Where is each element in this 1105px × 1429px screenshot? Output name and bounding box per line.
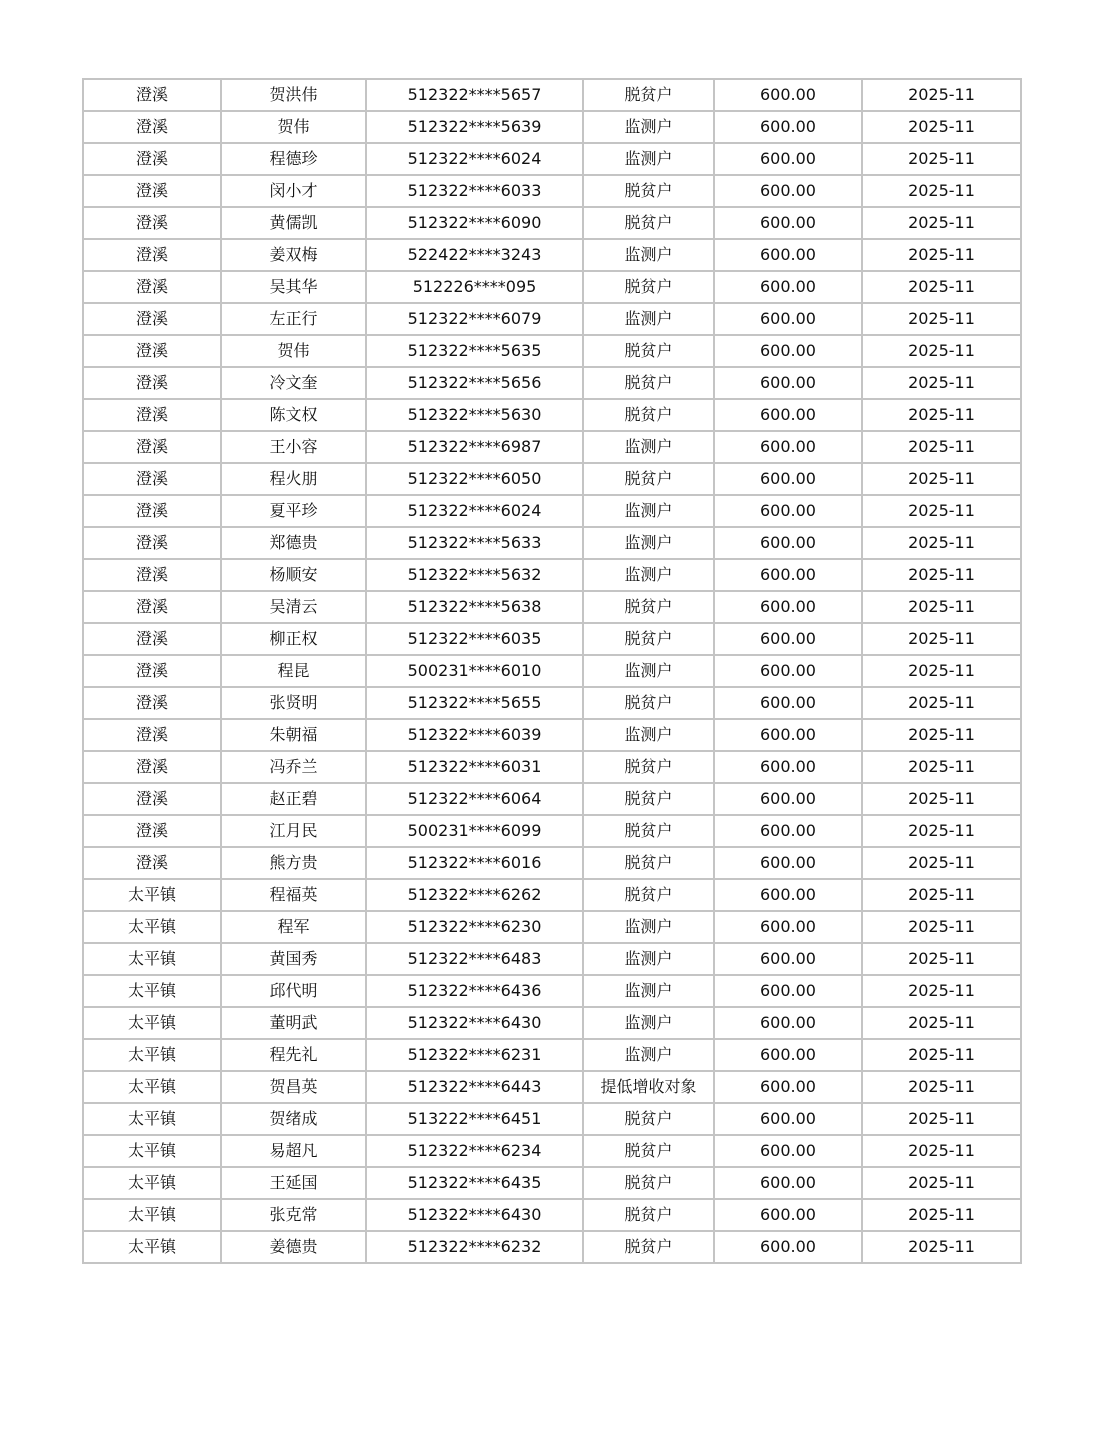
id-number-cell: 512322****6024 — [366, 143, 583, 175]
period-cell: 2025-11 — [862, 1167, 1021, 1199]
amount-cell: 600.00 — [714, 431, 862, 463]
period-cell: 2025-11 — [862, 847, 1021, 879]
household-type-cell: 提低增收对象 — [583, 1071, 714, 1103]
household-type-cell: 监测户 — [583, 1007, 714, 1039]
table-row — [83, 207, 1021, 239]
amount-cell: 600.00 — [714, 367, 862, 399]
amount-cell: 600.00 — [714, 1071, 862, 1103]
table-row — [83, 1039, 1021, 1071]
town-cell: 太平镇 — [83, 1199, 221, 1231]
name-cell: 贺伟 — [221, 111, 366, 143]
period-cell: 2025-11 — [862, 527, 1021, 559]
table-row — [83, 335, 1021, 367]
household-type-cell: 脱贫户 — [583, 879, 714, 911]
town-cell: 澄溪 — [83, 271, 221, 303]
id-number-cell: 512322****6232 — [366, 1231, 583, 1263]
table-row — [83, 1199, 1021, 1231]
table-row — [83, 847, 1021, 879]
amount-cell: 600.00 — [714, 79, 862, 111]
household-type-cell: 脱贫户 — [583, 335, 714, 367]
household-type-cell: 监测户 — [583, 655, 714, 687]
town-cell: 太平镇 — [83, 879, 221, 911]
name-cell: 吴清云 — [221, 591, 366, 623]
id-number-cell: 512322****6039 — [366, 719, 583, 751]
amount-cell: 600.00 — [714, 303, 862, 335]
amount-cell: 600.00 — [714, 687, 862, 719]
town-cell: 澄溪 — [83, 367, 221, 399]
name-cell: 董明武 — [221, 1007, 366, 1039]
period-cell: 2025-11 — [862, 655, 1021, 687]
period-cell: 2025-11 — [862, 335, 1021, 367]
household-type-cell: 监测户 — [583, 975, 714, 1007]
id-number-cell: 512322****6090 — [366, 207, 583, 239]
id-number-cell: 500231****6099 — [366, 815, 583, 847]
name-cell: 贺洪伟 — [221, 79, 366, 111]
period-cell: 2025-11 — [862, 1135, 1021, 1167]
household-type-cell: 监测户 — [583, 911, 714, 943]
table-row — [83, 399, 1021, 431]
id-number-cell: 512322****5632 — [366, 559, 583, 591]
name-cell: 熊方贵 — [221, 847, 366, 879]
table-row — [83, 975, 1021, 1007]
household-type-cell: 监测户 — [583, 527, 714, 559]
town-cell: 太平镇 — [83, 1135, 221, 1167]
household-type-cell: 监测户 — [583, 431, 714, 463]
id-number-cell: 512322****5638 — [366, 591, 583, 623]
id-number-cell: 512322****6430 — [366, 1199, 583, 1231]
household-type-cell: 脱贫户 — [583, 623, 714, 655]
table-row — [83, 239, 1021, 271]
amount-cell: 600.00 — [714, 751, 862, 783]
town-cell: 澄溪 — [83, 623, 221, 655]
table-row — [83, 1231, 1021, 1263]
table-body — [83, 79, 1021, 1263]
town-cell: 澄溪 — [83, 655, 221, 687]
table-row — [83, 1135, 1021, 1167]
name-cell: 陈文权 — [221, 399, 366, 431]
name-cell: 张贤明 — [221, 687, 366, 719]
amount-cell: 600.00 — [714, 335, 862, 367]
period-cell: 2025-11 — [862, 687, 1021, 719]
amount-cell: 600.00 — [714, 143, 862, 175]
period-cell: 2025-11 — [862, 1103, 1021, 1135]
id-number-cell: 512322****6231 — [366, 1039, 583, 1071]
period-cell: 2025-11 — [862, 911, 1021, 943]
town-cell: 澄溪 — [83, 239, 221, 271]
period-cell: 2025-11 — [862, 367, 1021, 399]
town-cell: 澄溪 — [83, 79, 221, 111]
amount-cell: 600.00 — [714, 591, 862, 623]
period-cell: 2025-11 — [862, 1007, 1021, 1039]
household-type-cell: 监测户 — [583, 943, 714, 975]
name-cell: 郑德贵 — [221, 527, 366, 559]
amount-cell: 600.00 — [714, 399, 862, 431]
table-row — [83, 783, 1021, 815]
period-cell: 2025-11 — [862, 591, 1021, 623]
amount-cell: 600.00 — [714, 815, 862, 847]
name-cell: 程福英 — [221, 879, 366, 911]
household-type-cell: 脱贫户 — [583, 687, 714, 719]
name-cell: 贺绪成 — [221, 1103, 366, 1135]
amount-cell: 600.00 — [714, 207, 862, 239]
id-number-cell: 512322****5633 — [366, 527, 583, 559]
id-number-cell: 512322****6035 — [366, 623, 583, 655]
amount-cell: 600.00 — [714, 1167, 862, 1199]
household-type-cell: 脱贫户 — [583, 271, 714, 303]
town-cell: 澄溪 — [83, 431, 221, 463]
period-cell: 2025-11 — [862, 1039, 1021, 1071]
id-number-cell: 512322****6079 — [366, 303, 583, 335]
table-row — [83, 559, 1021, 591]
amount-cell: 600.00 — [714, 847, 862, 879]
amount-cell: 600.00 — [714, 1231, 862, 1263]
table-row — [83, 879, 1021, 911]
id-number-cell: 512322****6435 — [366, 1167, 583, 1199]
amount-cell: 600.00 — [714, 1039, 862, 1071]
table-row — [83, 271, 1021, 303]
town-cell: 太平镇 — [83, 975, 221, 1007]
household-type-cell: 脱贫户 — [583, 591, 714, 623]
name-cell: 夏平珍 — [221, 495, 366, 527]
household-type-cell: 监测户 — [583, 303, 714, 335]
town-cell: 澄溪 — [83, 399, 221, 431]
town-cell: 澄溪 — [83, 207, 221, 239]
household-type-cell: 监测户 — [583, 719, 714, 751]
id-number-cell: 512322****6230 — [366, 911, 583, 943]
amount-cell: 600.00 — [714, 719, 862, 751]
town-cell: 太平镇 — [83, 1007, 221, 1039]
table-row — [83, 911, 1021, 943]
period-cell: 2025-11 — [862, 1199, 1021, 1231]
town-cell: 澄溪 — [83, 687, 221, 719]
table-row — [83, 719, 1021, 751]
amount-cell: 600.00 — [714, 559, 862, 591]
name-cell: 冷文奎 — [221, 367, 366, 399]
id-number-cell: 512322****6262 — [366, 879, 583, 911]
id-number-cell: 512322****6031 — [366, 751, 583, 783]
name-cell: 程先礼 — [221, 1039, 366, 1071]
name-cell: 贺昌英 — [221, 1071, 366, 1103]
household-type-cell: 脱贫户 — [583, 367, 714, 399]
period-cell: 2025-11 — [862, 111, 1021, 143]
name-cell: 吴其华 — [221, 271, 366, 303]
amount-cell: 600.00 — [714, 623, 862, 655]
table-row — [83, 463, 1021, 495]
household-type-cell: 脱贫户 — [583, 1199, 714, 1231]
id-number-cell: 512322****5635 — [366, 335, 583, 367]
name-cell: 姜双梅 — [221, 239, 366, 271]
id-number-cell: 512322****6064 — [366, 783, 583, 815]
id-number-cell: 500231****6010 — [366, 655, 583, 687]
table-row — [83, 175, 1021, 207]
name-cell: 程德珍 — [221, 143, 366, 175]
id-number-cell: 522422****3243 — [366, 239, 583, 271]
table-row — [83, 687, 1021, 719]
period-cell: 2025-11 — [862, 719, 1021, 751]
period-cell: 2025-11 — [862, 239, 1021, 271]
household-type-cell: 脱贫户 — [583, 79, 714, 111]
period-cell: 2025-11 — [862, 815, 1021, 847]
period-cell: 2025-11 — [862, 783, 1021, 815]
amount-cell: 600.00 — [714, 463, 862, 495]
id-number-cell: 512322****5630 — [366, 399, 583, 431]
id-number-cell: 512322****5639 — [366, 111, 583, 143]
id-number-cell: 512322****6024 — [366, 495, 583, 527]
town-cell: 澄溪 — [83, 847, 221, 879]
id-number-cell: 512322****6483 — [366, 943, 583, 975]
town-cell: 太平镇 — [83, 943, 221, 975]
name-cell: 易超凡 — [221, 1135, 366, 1167]
amount-cell: 600.00 — [714, 1103, 862, 1135]
name-cell: 冯乔兰 — [221, 751, 366, 783]
amount-cell: 600.00 — [714, 1007, 862, 1039]
name-cell: 张克常 — [221, 1199, 366, 1231]
town-cell: 澄溪 — [83, 591, 221, 623]
household-type-cell: 监测户 — [583, 495, 714, 527]
name-cell: 黄儒凯 — [221, 207, 366, 239]
period-cell: 2025-11 — [862, 463, 1021, 495]
period-cell: 2025-11 — [862, 143, 1021, 175]
period-cell: 2025-11 — [862, 495, 1021, 527]
household-type-cell: 监测户 — [583, 111, 714, 143]
household-type-cell: 监测户 — [583, 559, 714, 591]
town-cell: 太平镇 — [83, 1071, 221, 1103]
period-cell: 2025-11 — [862, 271, 1021, 303]
town-cell: 澄溪 — [83, 751, 221, 783]
table-row — [83, 303, 1021, 335]
id-number-cell: 512322****5655 — [366, 687, 583, 719]
name-cell: 程昆 — [221, 655, 366, 687]
period-cell: 2025-11 — [862, 975, 1021, 1007]
name-cell: 邱代明 — [221, 975, 366, 1007]
table-row — [83, 1007, 1021, 1039]
table-row — [83, 655, 1021, 687]
period-cell: 2025-11 — [862, 1071, 1021, 1103]
name-cell: 程火朋 — [221, 463, 366, 495]
id-number-cell: 512322****6234 — [366, 1135, 583, 1167]
period-cell: 2025-11 — [862, 79, 1021, 111]
town-cell: 澄溪 — [83, 495, 221, 527]
table-row — [83, 79, 1021, 111]
period-cell: 2025-11 — [862, 399, 1021, 431]
subsidy-table — [82, 78, 1022, 1264]
town-cell: 澄溪 — [83, 303, 221, 335]
amount-cell: 600.00 — [714, 175, 862, 207]
amount-cell: 600.00 — [714, 975, 862, 1007]
household-type-cell: 监测户 — [583, 1039, 714, 1071]
period-cell: 2025-11 — [862, 879, 1021, 911]
table-row — [83, 623, 1021, 655]
town-cell: 澄溪 — [83, 719, 221, 751]
name-cell: 王小容 — [221, 431, 366, 463]
table-row — [83, 1071, 1021, 1103]
name-cell: 赵正碧 — [221, 783, 366, 815]
town-cell: 澄溪 — [83, 527, 221, 559]
name-cell: 杨顺安 — [221, 559, 366, 591]
amount-cell: 600.00 — [714, 111, 862, 143]
id-number-cell: 512322****6016 — [366, 847, 583, 879]
household-type-cell: 脱贫户 — [583, 175, 714, 207]
name-cell: 朱朝福 — [221, 719, 366, 751]
amount-cell: 600.00 — [714, 1135, 862, 1167]
name-cell: 黄国秀 — [221, 943, 366, 975]
name-cell: 贺伟 — [221, 335, 366, 367]
table-row — [83, 1103, 1021, 1135]
id-number-cell: 513222****6451 — [366, 1103, 583, 1135]
table-row — [83, 367, 1021, 399]
amount-cell: 600.00 — [714, 271, 862, 303]
town-cell: 澄溪 — [83, 815, 221, 847]
town-cell: 太平镇 — [83, 1167, 221, 1199]
household-type-cell: 监测户 — [583, 239, 714, 271]
table-row — [83, 111, 1021, 143]
id-number-cell: 512226****095 — [366, 271, 583, 303]
name-cell: 姜德贵 — [221, 1231, 366, 1263]
period-cell: 2025-11 — [862, 559, 1021, 591]
period-cell: 2025-11 — [862, 431, 1021, 463]
id-number-cell: 512322****5656 — [366, 367, 583, 399]
name-cell: 王延国 — [221, 1167, 366, 1199]
name-cell: 江月民 — [221, 815, 366, 847]
town-cell: 澄溪 — [83, 335, 221, 367]
period-cell: 2025-11 — [862, 751, 1021, 783]
town-cell: 澄溪 — [83, 111, 221, 143]
town-cell: 澄溪 — [83, 783, 221, 815]
id-number-cell: 512322****6987 — [366, 431, 583, 463]
household-type-cell: 脱贫户 — [583, 847, 714, 879]
amount-cell: 600.00 — [714, 655, 862, 687]
id-number-cell: 512322****6443 — [366, 1071, 583, 1103]
town-cell: 澄溪 — [83, 175, 221, 207]
amount-cell: 600.00 — [714, 783, 862, 815]
amount-cell: 600.00 — [714, 943, 862, 975]
period-cell: 2025-11 — [862, 303, 1021, 335]
town-cell: 太平镇 — [83, 911, 221, 943]
town-cell: 澄溪 — [83, 143, 221, 175]
household-type-cell: 脱贫户 — [583, 783, 714, 815]
period-cell: 2025-11 — [862, 943, 1021, 975]
period-cell: 2025-11 — [862, 623, 1021, 655]
household-type-cell: 脱贫户 — [583, 1231, 714, 1263]
amount-cell: 600.00 — [714, 911, 862, 943]
amount-cell: 600.00 — [714, 1199, 862, 1231]
town-cell: 澄溪 — [83, 463, 221, 495]
household-type-cell: 脱贫户 — [583, 463, 714, 495]
household-type-cell: 脱贫户 — [583, 399, 714, 431]
household-type-cell: 监测户 — [583, 143, 714, 175]
id-number-cell: 512322****6436 — [366, 975, 583, 1007]
household-type-cell: 脱贫户 — [583, 751, 714, 783]
period-cell: 2025-11 — [862, 175, 1021, 207]
household-type-cell: 脱贫户 — [583, 1167, 714, 1199]
amount-cell: 600.00 — [714, 879, 862, 911]
town-cell: 澄溪 — [83, 559, 221, 591]
town-cell: 太平镇 — [83, 1039, 221, 1071]
table-row — [83, 751, 1021, 783]
id-number-cell: 512322****5657 — [366, 79, 583, 111]
amount-cell: 600.00 — [714, 527, 862, 559]
name-cell: 柳正权 — [221, 623, 366, 655]
table-row — [83, 591, 1021, 623]
town-cell: 太平镇 — [83, 1231, 221, 1263]
household-type-cell: 脱贫户 — [583, 1103, 714, 1135]
period-cell: 2025-11 — [862, 1231, 1021, 1263]
id-number-cell: 512322****6050 — [366, 463, 583, 495]
name-cell: 程军 — [221, 911, 366, 943]
table-row — [83, 143, 1021, 175]
table-row — [83, 943, 1021, 975]
table-row — [83, 1167, 1021, 1199]
name-cell: 左正行 — [221, 303, 366, 335]
name-cell: 闵小才 — [221, 175, 366, 207]
household-type-cell: 脱贫户 — [583, 1135, 714, 1167]
town-cell: 太平镇 — [83, 1103, 221, 1135]
table-row — [83, 527, 1021, 559]
id-number-cell: 512322****6430 — [366, 1007, 583, 1039]
table-row — [83, 815, 1021, 847]
id-number-cell: 512322****6033 — [366, 175, 583, 207]
amount-cell: 600.00 — [714, 495, 862, 527]
household-type-cell: 脱贫户 — [583, 207, 714, 239]
period-cell: 2025-11 — [862, 207, 1021, 239]
household-type-cell: 脱贫户 — [583, 815, 714, 847]
table-row — [83, 495, 1021, 527]
amount-cell: 600.00 — [714, 239, 862, 271]
table-row — [83, 431, 1021, 463]
